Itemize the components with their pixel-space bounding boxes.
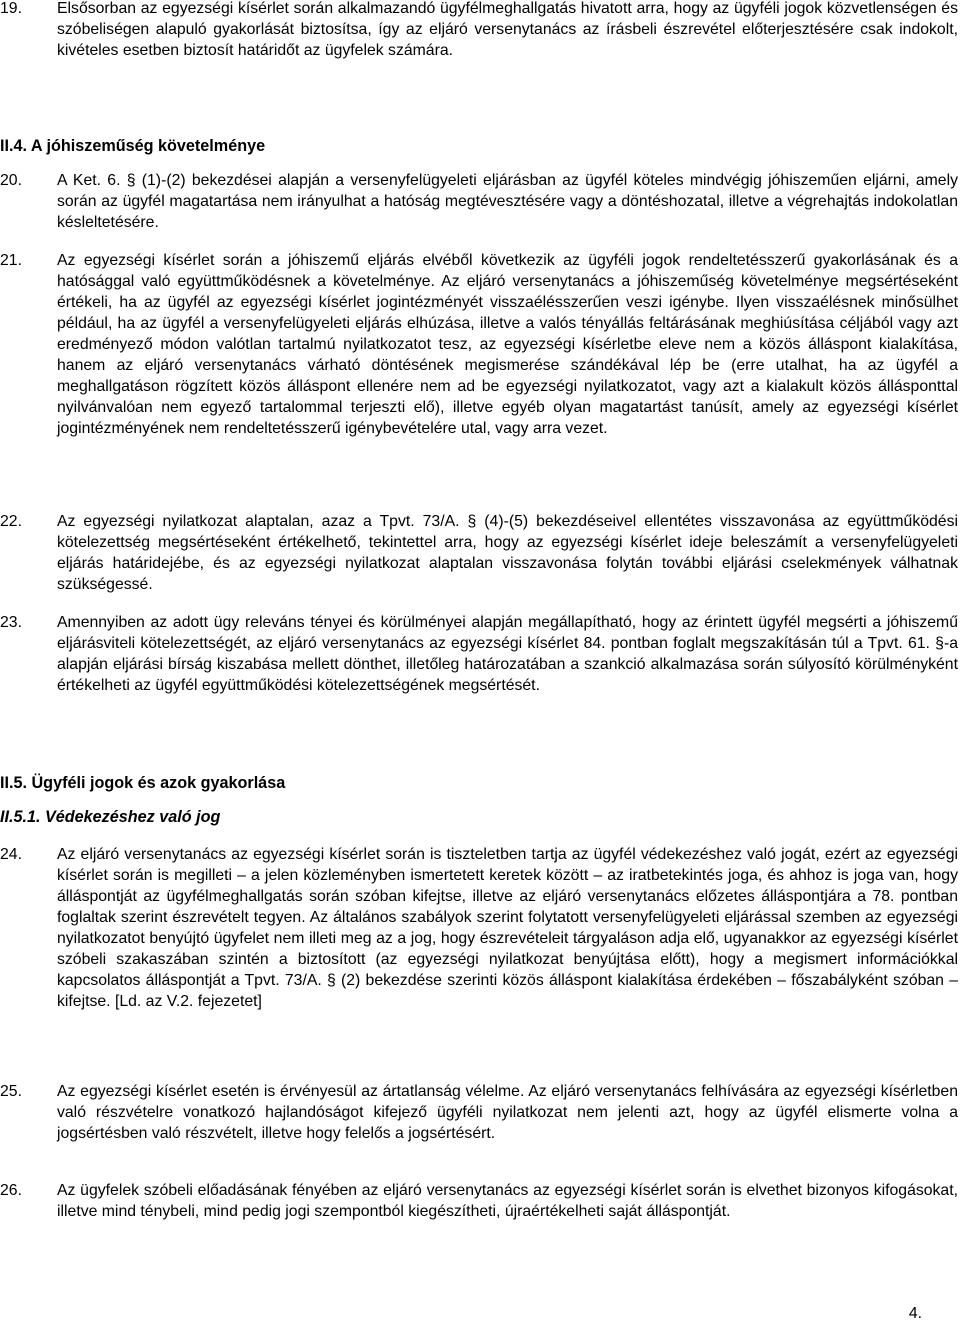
paragraph-number: 19.: [0, 0, 22, 17]
paragraph-number: 23.: [0, 614, 22, 631]
paragraph-text: Az egyezségi nyilatkozat alaptalan, azaz a Tpvt. 73/A. § (4)-(5) bekezdéseivel ellentétes visszavonása az együttműködési kötelezettség megsértéseként értékelhető, tekintettel arra, hogy az egyezségi kísérlet ideje beleszámít a versenyfelügyeleti eljárás határidejébe, és az egyezségi nyilatkozat alaptalan visszavonása folytán további eljárási cselekmények válhatnak szükségessé.: [57, 513, 958, 593]
paragraph-25: [0, 1081, 958, 1144]
paragraph-22: [0, 511, 958, 595]
paragraph-19: [0, 0, 958, 61]
paragraph-text: Az ügyfelek szóbeli előadásának fényében az eljáró versenytanács az egyezségi kísérlet során is elvethet bizonyos kifogásokat, illetve mind ténybeli, mind pedig jogi szempontból kiegészítheti, újraértékelheti saját álláspontját.: [57, 1182, 958, 1220]
paragraph-number: 20.: [0, 172, 22, 189]
paragraph-text: Elsősorban az egyezségi kísérlet során alkalmazandó ügyfélmeghallgatás hivatott arra, hogy az ügyféli jogok közvetlenségen és szóbeliségen alapuló gyakorlását biztosítsa, így az eljáró versenytanács az írásbeli észrevétel előterjesztésére csak indokolt, kivételes esetben biztosít határidőt az ügyfelek számára.: [57, 0, 958, 59]
paragraph-21: [0, 250, 958, 439]
paragraph-23: [0, 612, 958, 696]
subsection-heading-ii-5-1: II.5.1. Védekezéshez való jog: [0, 808, 221, 826]
paragraph-text: A Ket. 6. § (1)-(2) bekezdései alapján a versenyfelügyeleti eljárásban az ügyfél köteles mindvégig jóhiszeműen eljárni, amely során az ügyfél magatartása nem irányulhat a hatóság megtévesztésére vagy a döntéshozatal, illetve a végrehajtás indokolatlan késleltetésére.: [57, 172, 958, 231]
paragraph-20: [0, 170, 958, 233]
paragraph-number: 25.: [0, 1083, 22, 1100]
section-heading-ii-4: II.4. A jóhiszeműség követelménye: [0, 137, 266, 155]
paragraph-number: 21.: [0, 252, 22, 269]
paragraph-number: 26.: [0, 1182, 22, 1199]
page-number: 4.: [908, 1305, 922, 1322]
paragraph-text: Az egyezségi kísérlet esetén is érvényesül az ártatlanság vélelme. Az eljáró versenytanács felhívására az egyezségi kísérletben való részvételre vonatkozó hajlandóságot kifejező ügyféli nyilatkozat nem jelenti azt, hogy az ügyfél elismerte volna a jogsértésben való részvételt, illetve hogy felelős a jogsértésért.: [57, 1083, 958, 1142]
paragraph-text: Az egyezségi kísérlet során a jóhiszemű eljárás elvéből következik az ügyféli jogok rendeltetésszerű gyakorlásának és a hatósággal való együttműködésnek a követelménye. Az eljáró versenytanács a jóhiszeműség követelménye megsértéseként értékeli, ha az ügyfél az egyezségi kísérlet jogintézményét visszaélésszerűen veszi igénybe. Ilyen visszaélésnek minősülhet például, ha az ügyfél a versenyfelügyeleti eljárás elhúzása, illetve a valós tényállás feltárásának meghiúsítása céljából vagy azt eredményező módon valótlan tartalmú nyilatkozatot tesz, az egyezségi kísérletbe eleve nem a közös álláspont kialakítása, hanem az eljáró versenytanács várható döntésének megismerése szándékával lép be (erre utalhat, ha az ügyfél a meghallgatáson rögzített közös álláspont ellenére nem ad be egyezségi nyilatkozatot, vagy azt a kialakult közös állásponttal nyilvánvalóan nem egyező tartalommal terjeszti elő), illetve egyéb olyan magatartást tanúsít, amely az egyezségi kísérlet jogintézményének nem rendeltetésszerű igénybevételére utal, vagy arra vezet.: [57, 252, 958, 437]
paragraph-number: 22.: [0, 513, 22, 530]
paragraph-number: 24.: [0, 846, 22, 863]
paragraph-text: Amennyiben az adott ügy releváns tényei és körülményei alapján megállapítható, hogy az érintett ügyfél megsérti a jóhiszemű eljárásviteli kötelezettségét, az eljáró versenytanács az egyezségi kísérlet 84. pontban foglalt megszakításán túl a Tpvt. 61. §-a alapján eljárási bírság kiszabása mellett dönthet, illetőleg határozatában a szankció alkalmazása során súlyosító körülményként értékelheti az ügyfél együttműködési kötelezettségének megsértését.: [57, 614, 958, 694]
paragraph-26: [0, 1180, 958, 1222]
paragraph-text: Az eljáró versenytanács az egyezségi kísérlet során is tiszteletben tartja az ügyfél védekezéshez való jogát, ezért az egyezségi kísérlet során is megilleti – a jelen közleményben ismertetett keretek között – az iratbetekintés joga, és ahhoz is joga van, hogy álláspontját az ügyfélmeghallgatás során szóban kifejtse, illetve az eljáró versenytanács előzetes álláspontjára a 78. pontban foglaltak szerint észrevételt tegyen. Az általános szabályok szerint folytatott versenyfelügyeleti eljárással szemben az egyezségi nyilatkozatot benyújtó ügyfelet nem illeti meg az a jog, hogy észrevételeit tárgyaláson adja elő, ugyanakkor az egyezségi kísérlet szóbeli szakaszában szintén a biztosított (az egyezségi nyilatkozat benyújtása előtt), hogy a megismert információkkal kapcsolatos álláspontját a Tpvt. 73/A. § (2) bekezdése szerinti közös álláspont kialakítása érdekében – főszabályként szóban – kifejtse. [Ld. az V.2. fejezetet]: [57, 846, 958, 1010]
paragraph-24: [0, 844, 958, 1012]
section-heading-ii-5: II.5. Ügyféli jogok és azok gyakorlása: [0, 774, 286, 792]
